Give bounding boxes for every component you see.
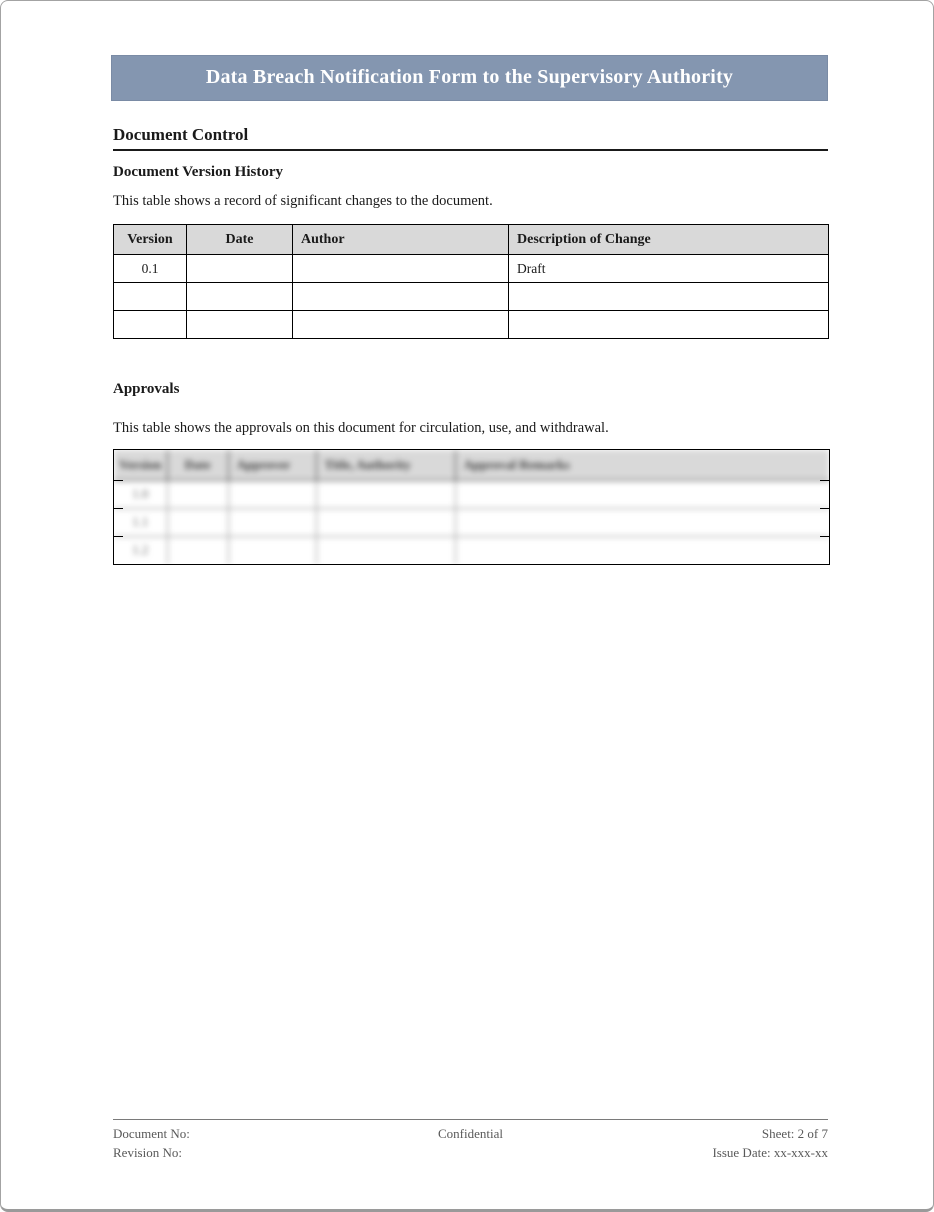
footer-document-no-label: Document No: — [113, 1126, 190, 1141]
approvals-table — [114, 450, 829, 564]
column-header-date: Date — [167, 450, 228, 480]
cell-version — [114, 283, 187, 311]
cell-description: Draft — [509, 255, 829, 283]
column-header-version: Version — [114, 225, 187, 255]
title-banner — [111, 55, 828, 101]
cell-approval-remarks — [455, 508, 829, 536]
cell-author — [293, 255, 509, 283]
table-row — [114, 480, 829, 508]
column-header-approver: Approver — [228, 450, 316, 480]
table-row — [114, 536, 829, 564]
table-header-row — [114, 225, 829, 255]
version-history-table — [113, 224, 829, 339]
cell-approver — [228, 480, 316, 508]
table-edge-tick — [114, 480, 123, 481]
cell-description — [509, 283, 829, 311]
approvals-description: This table shows the approvals on this document for circulation, use, and withdrawal. — [113, 420, 609, 436]
cell-version: 0.1 — [114, 255, 187, 283]
table-row — [114, 283, 829, 311]
column-header-author: Author — [293, 225, 509, 255]
footer-row-2 — [113, 1143, 828, 1162]
footer-revision-no-label: Revision No: — [113, 1145, 182, 1160]
subsection-heading-approvals: Approvals — [113, 381, 180, 397]
column-header-version: Version — [114, 450, 167, 480]
cell-description — [509, 311, 829, 339]
cell-approval-remarks — [455, 480, 829, 508]
table-edge-tick — [114, 536, 123, 537]
footer-sheet-number: Sheet: 2 of 7 — [761, 1126, 828, 1141]
cell-version: 1.1 — [114, 508, 167, 536]
version-history-description: This table shows a record of significant changes to the document. — [113, 193, 493, 209]
cell-approval-remarks — [455, 536, 829, 564]
document-title: Data Breach Notification Form to the Supervisory Authority — [205, 66, 734, 88]
footer-confidential-label: Confidential — [438, 1126, 503, 1141]
column-header-title-authority: Title, Authority — [316, 450, 455, 480]
subsection-heading-version-history: Document Version History — [113, 164, 283, 180]
column-header-description: Description of Change — [509, 225, 829, 255]
column-header-date: Date — [187, 225, 293, 255]
table-edge-tick — [820, 536, 829, 537]
cell-date — [187, 283, 293, 311]
table-edge-tick — [114, 508, 123, 509]
table-header-row — [114, 450, 829, 480]
cell-title-authority — [316, 508, 455, 536]
cell-date — [187, 255, 293, 283]
cell-date — [167, 536, 228, 564]
table-row — [114, 255, 829, 283]
footer-issue-date: Issue Date: xx-xxx-xx — [712, 1145, 828, 1160]
cell-approver — [228, 536, 316, 564]
section-heading-document-control: Document Control — [113, 125, 828, 151]
page-footer — [113, 1119, 828, 1162]
table-edge-tick — [820, 508, 829, 509]
cell-title-authority — [316, 480, 455, 508]
cell-date — [187, 311, 293, 339]
cell-date — [167, 480, 228, 508]
column-header-approval-remarks: Approval Remarks — [455, 450, 829, 480]
table-row — [114, 311, 829, 339]
cell-version — [114, 311, 187, 339]
cell-version: 1.2 — [114, 536, 167, 564]
cell-author — [293, 283, 509, 311]
footer-row-1 — [113, 1124, 828, 1143]
approvals-table-blurred-content — [114, 450, 829, 564]
cell-author — [293, 311, 509, 339]
approvals-table-frame — [113, 449, 830, 565]
page-content — [113, 101, 828, 565]
cell-title-authority — [316, 536, 455, 564]
table-edge-tick — [820, 480, 829, 481]
table-row — [114, 508, 829, 536]
cell-version: 1.0 — [114, 480, 167, 508]
cell-approver — [228, 508, 316, 536]
cell-date — [167, 508, 228, 536]
